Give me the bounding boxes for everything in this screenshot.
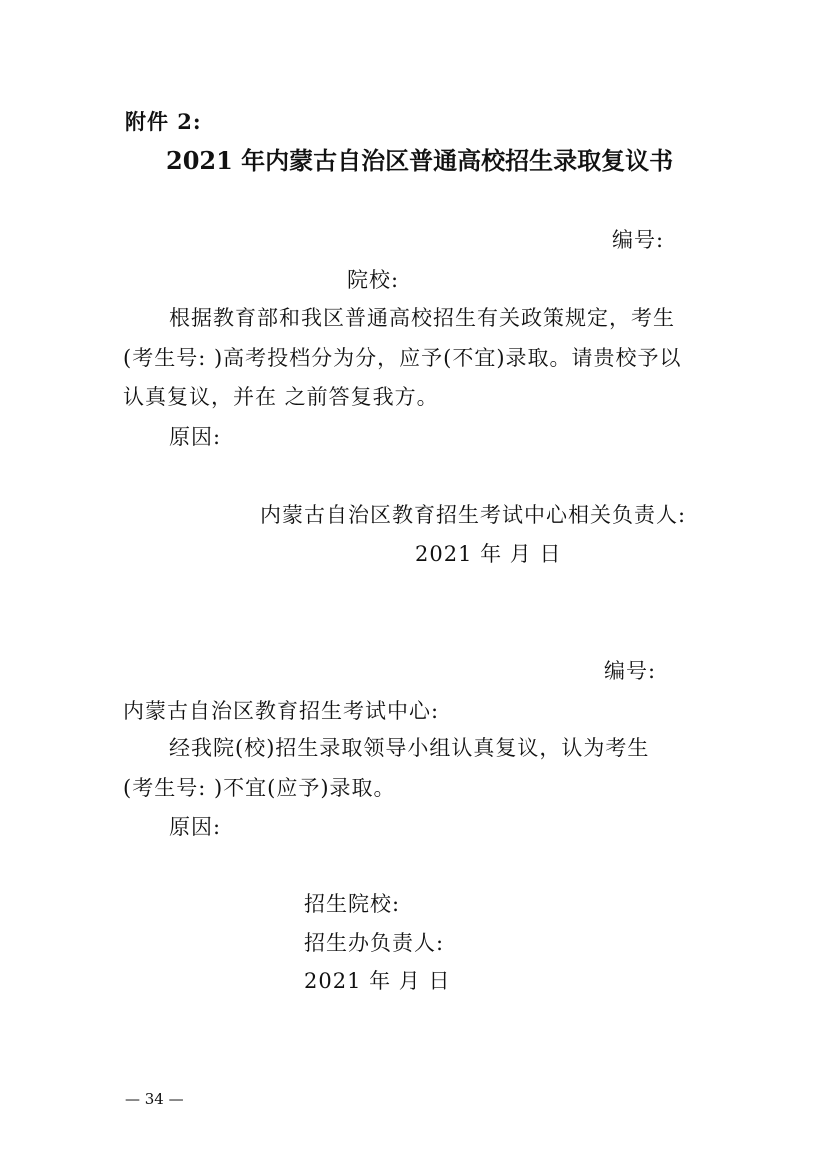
body-line-1-1: 根据教育部和我区普通高校招生有关政策规定，考生 <box>169 306 675 330</box>
attachment-label: 附件 2: <box>125 109 202 134</box>
reason-label-2: 原因: <box>169 815 222 839</box>
body-line-1-2: (考生号: )高考投档分为分，应予(不宜)录取。请贵校予以 <box>123 346 682 370</box>
addressee-school: 院校: <box>347 268 400 292</box>
date-line-2: 2021 年 月 日 <box>304 969 451 993</box>
date-line-1: 2021 年 月 日 <box>415 542 562 566</box>
signature-exam-center: 内蒙古自治区教育招生考试中心相关负责人: <box>260 503 687 527</box>
enrolling-school-label: 招生院校: <box>304 892 401 916</box>
body-line-2-1: 经我院(校)招生录取领导小组认真复议，认为考生 <box>169 736 650 760</box>
body-line-2-2: (考生号: )不宜(应予)录取。 <box>123 776 396 800</box>
reason-label-1: 原因: <box>169 425 222 449</box>
document-title: 2021 年内蒙古自治区普通高校招生录取复议书 <box>166 146 674 175</box>
body-line-1-3: 认真复议，并在 之前答复我方。 <box>123 385 439 409</box>
addressee-exam-center: 内蒙古自治区教育招生考试中心: <box>123 699 440 723</box>
admissions-officer-label: 招生办负责人: <box>304 931 445 955</box>
serial-number-label-1: 编号: <box>612 228 665 252</box>
serial-number-label-2: 编号: <box>604 659 657 683</box>
page-number: — 34 — <box>125 1090 184 1108</box>
